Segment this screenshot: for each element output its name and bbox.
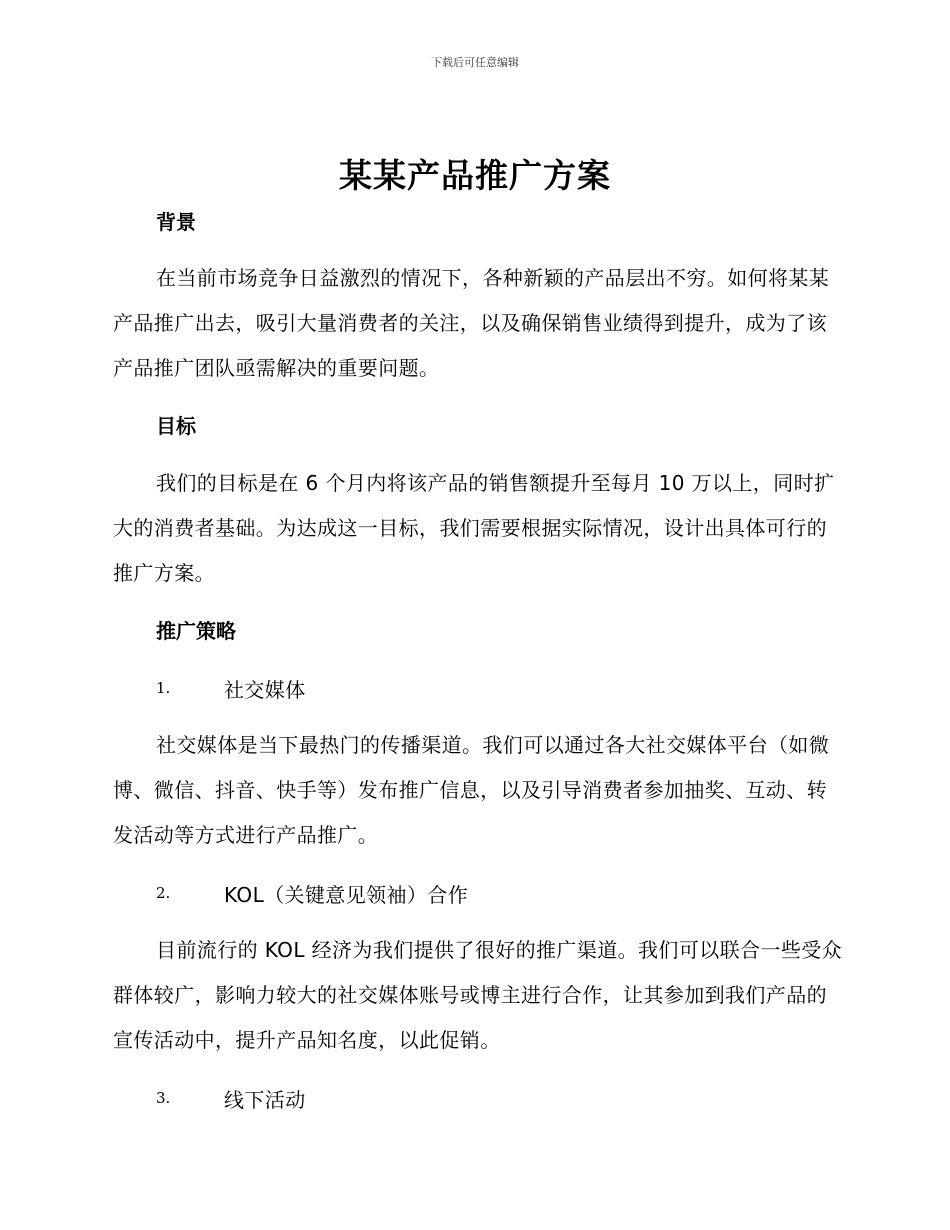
list-label: 线下活动 <box>224 1087 306 1112</box>
list-number: 2. <box>156 884 171 902</box>
paragraph-kol: 目前流行的 KOL 经济为我们提供了很好的推广渠道。我们可以联合一些受众群体较广，影响力较大的社交媒体账号或博主进行合作，让其参加到我们产品的宣传活动中，提升产品知名度，以此促销。 <box>113 938 843 1052</box>
section-heading-goal: 目标 <box>156 414 196 438</box>
paragraph-social-media: 社交媒体是当下最热门的传播渠道。我们可以通过各大社交媒体平台（如微博、微信、抖音、快手等）发布推广信息，以及引导消费者参加抽奖、互动、转发活动等方式进行产品推广。 <box>113 733 830 847</box>
section-heading-strategy: 推广策略 <box>156 619 236 643</box>
strategy-item-social-media <box>156 673 306 703</box>
paragraph-background: 在当前市场竞争日益激烈的情况下，各种新颖的产品层出不穷。如何将某某产品推广出去，吸引大量消费者的关注，以及确保销售业绩得到提升，成为了该产品推广团队亟需解决的重要问题。 <box>113 266 830 380</box>
strategy-item-kol <box>156 878 468 908</box>
section-heading-background: 背景 <box>156 210 196 234</box>
paragraph-goal: 我们的目标是在 6 个月内将该产品的销售额提升至每月 10 万以上，同时扩大的消费者基础。为达成这一目标，我们需要根据实际情况，设计出具体可行的推广方案。 <box>113 471 835 585</box>
document-title: 某某产品推广方案 <box>339 156 611 195</box>
header-note: 下载后可任意编辑 <box>431 56 519 69</box>
strategy-item-offline <box>156 1083 306 1113</box>
list-number: 3. <box>156 1089 171 1107</box>
list-number: 1. <box>156 679 171 697</box>
list-label: KOL（关键意见领袖）合作 <box>224 882 469 907</box>
list-label: 社交媒体 <box>224 677 306 702</box>
